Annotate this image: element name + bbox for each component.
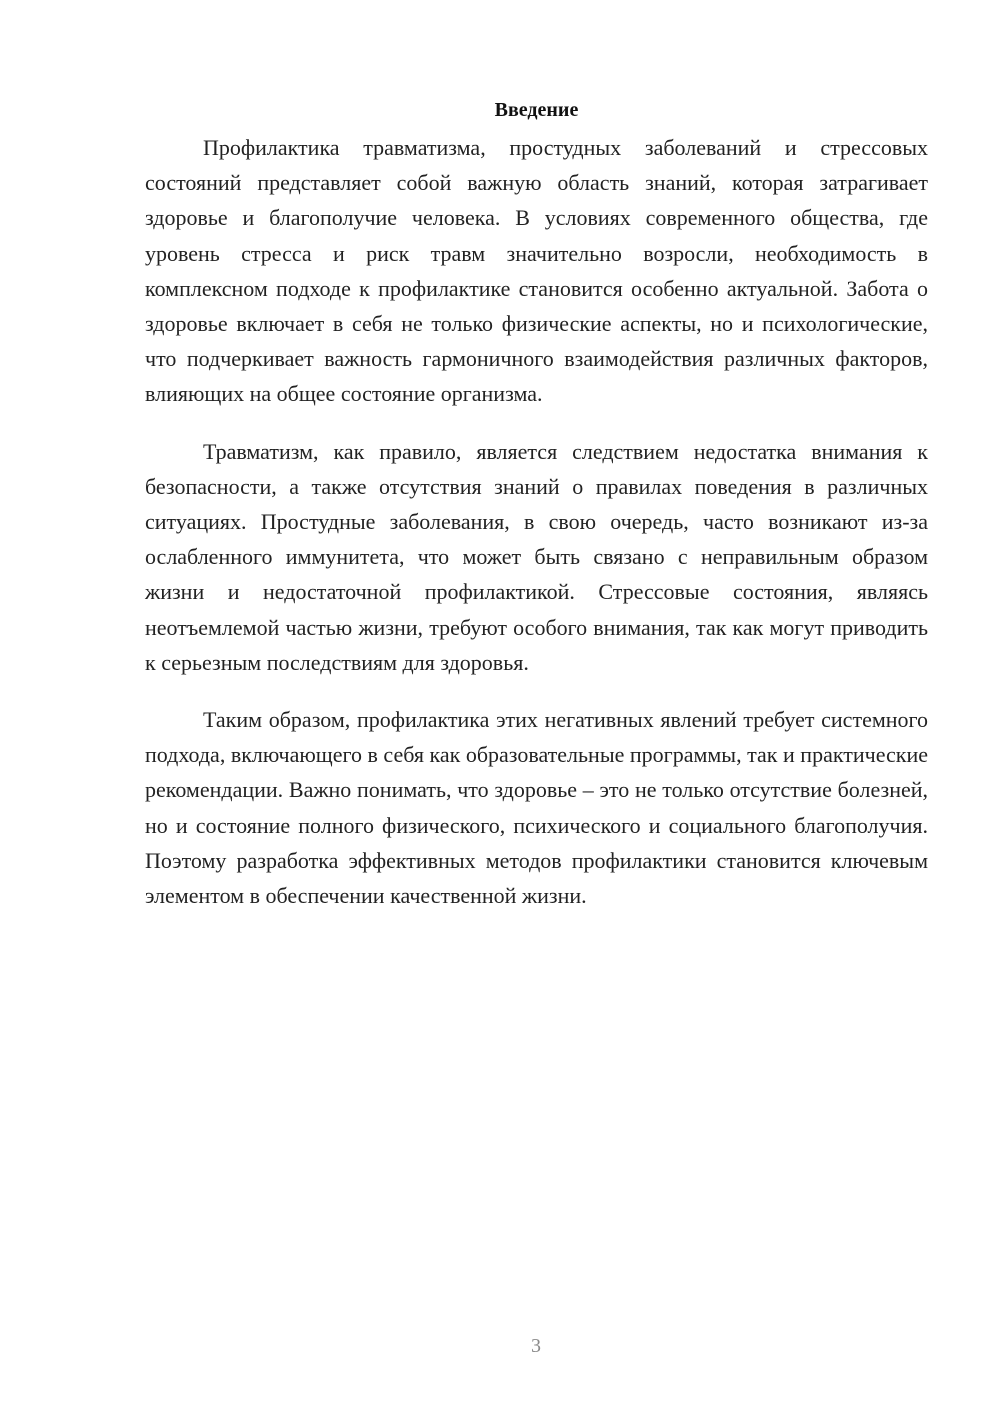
page-number: 3 <box>531 1335 541 1357</box>
paragraph-1: Профилактика травматизма, простудных заболеваний и стрессовых состояний представляет собой важную область знаний, которая затрагивает здоровье и благополучие человека. В условиях современного общества, где уровень стресса и риск травм значительно возросли, необходимость в комплексном подходе к профилактике становится особенно актуальной. Забота о здоровье включает в себя не только физические аспекты, но и психологические, что подчеркивает важность гармоничного взаимодействия различных факторов, влияющих на общее состояние организма. <box>145 135 928 407</box>
section-heading: Введение <box>494 99 579 121</box>
page-content <box>145 92 928 935</box>
paragraph-3: Таким образом, профилактика этих негативных явлений требует системного подхода, включающего в себя как образовательные программы, так и практические рекомендации. Важно понимать, что здоровье – это не только отсутствие болезней, но и состояние полного физического, психического и социального благополучия. Поэтому разработка эффективных методов профилактики становится ключевым элементом в обеспечении качественной жизни. <box>145 707 928 909</box>
paragraph-2: Травматизм, как правило, является следствием недостатка внимания к безопасности, а также отсутствия знаний о правилах поведения в различных ситуациях. Простудные заболевания, в свою очередь, часто возникают из-за ослабленного иммунитета, что может быть связано с неправильным образом жизни и недостаточной профилактикой. Стрессовые состояния, являясь неотъемлемой частью жизни, требуют особого внимания, так как могут приводить к серьезным последствиям для здоровья. <box>145 438 928 675</box>
